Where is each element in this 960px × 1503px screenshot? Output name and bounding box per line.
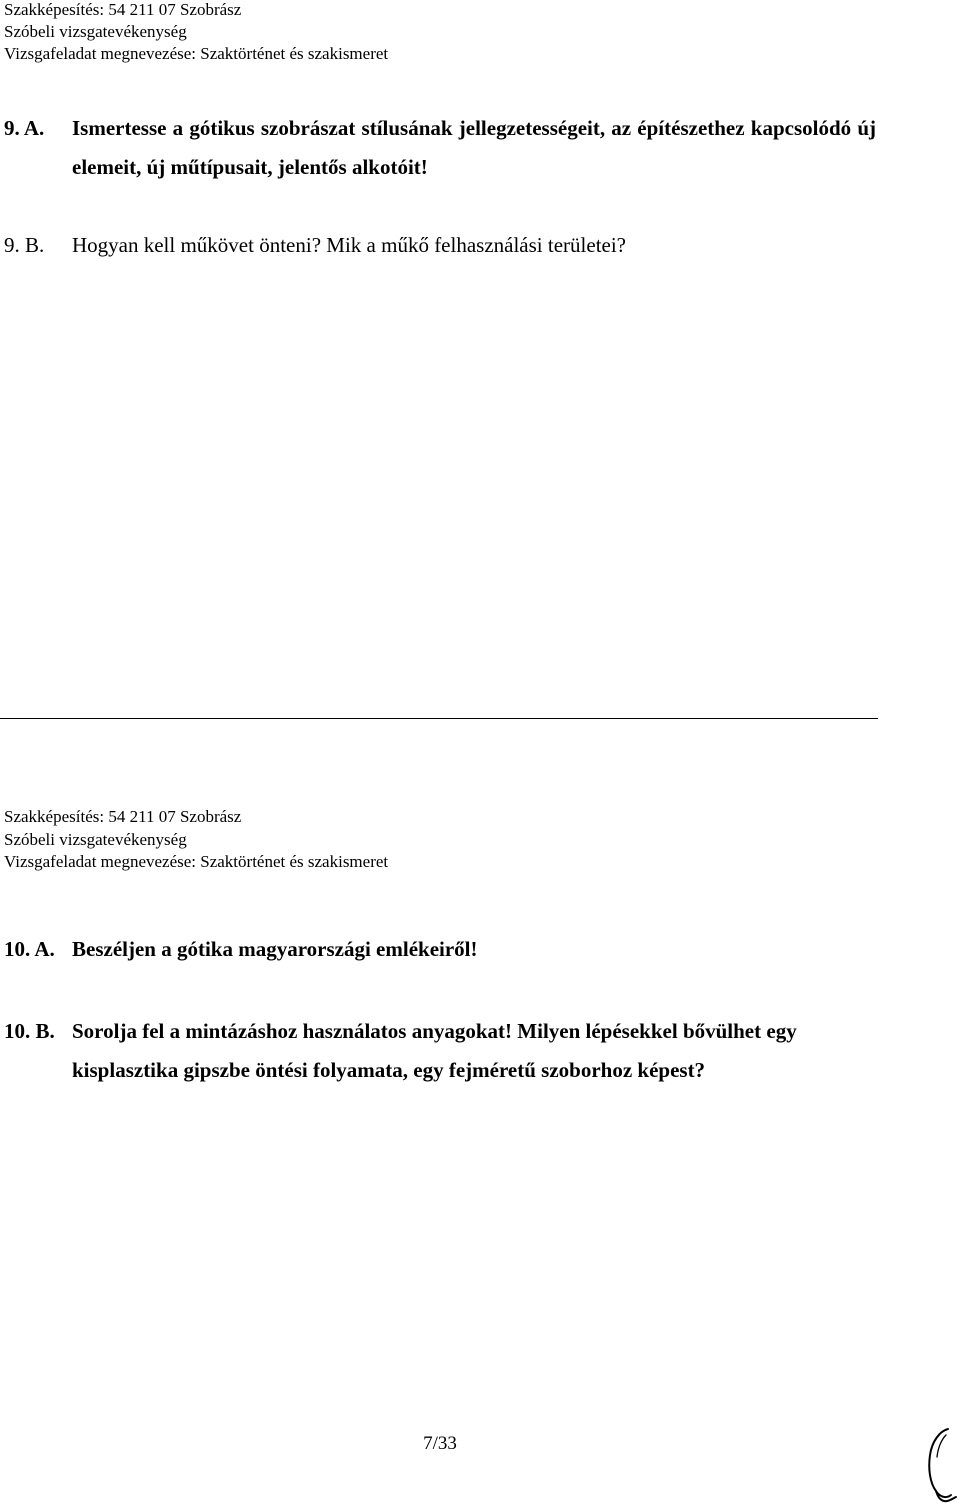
signature-mark bbox=[918, 1425, 960, 1503]
question-number: 9. A. bbox=[4, 116, 45, 140]
header-line-qualification: Szakképesítés: 54 211 07 Szobrász bbox=[4, 0, 242, 19]
header-line-qualification: Szakképesítés: 54 211 07 Szobrász bbox=[4, 807, 242, 826]
question-number: 10. B. bbox=[4, 1019, 55, 1043]
question-text: Sorolja fel a mintázáshoz használatos anyagokat! Milyen lépésekkel bővülhet egy kisplasztika gipszbe öntési folyamata, egy fejméretű szoborhoz képest? bbox=[72, 1019, 797, 1082]
page-separator-line bbox=[0, 718, 878, 719]
header-line-task-name: Vizsgafeladat megnevezése: Szaktörténet és szakismeret bbox=[4, 852, 389, 871]
question-10a bbox=[4, 930, 876, 969]
question-9b bbox=[4, 226, 876, 265]
question-number: 9. B. bbox=[4, 233, 45, 257]
page-number: 7/33 bbox=[423, 1433, 457, 1454]
question-number: 10. A. bbox=[4, 937, 55, 961]
question-text: Hogyan kell műkövet önteni? Mik a műkő felhasználási területei? bbox=[72, 233, 626, 257]
question-10b bbox=[4, 1012, 876, 1090]
header-line-exam-type: Szóbeli vizsgatevékenység bbox=[4, 830, 187, 849]
question-text: Ismertesse a gótikus szobrászat stílusának jellegzetességeit, az építészethez kapcsolódó új elemeit, új műtípusait, jelentős alkotóit! bbox=[72, 116, 876, 179]
question-text: Beszéljen a gótika magyarországi emlékeiről! bbox=[72, 937, 478, 961]
header-line-task-name: Vizsgafeladat megnevezése: Szaktörténet és szakismeret bbox=[4, 44, 389, 63]
header-line-exam-type: Szóbeli vizsgatevékenység bbox=[4, 22, 187, 41]
question-9a bbox=[4, 109, 876, 187]
